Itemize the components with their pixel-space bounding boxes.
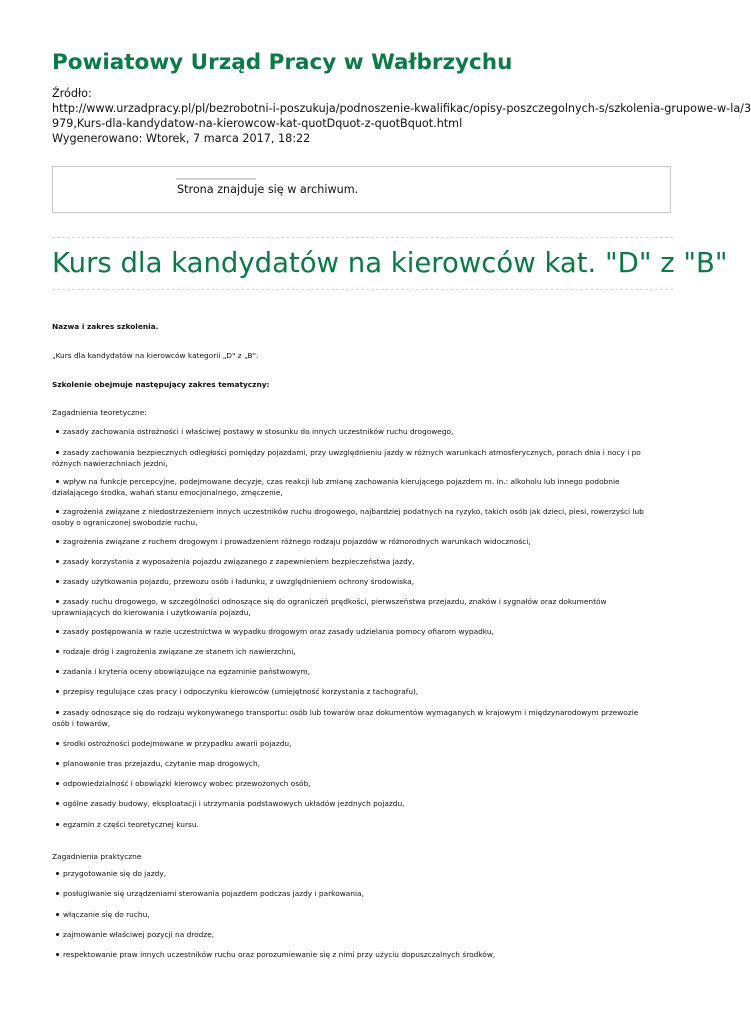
practice-item: respektowanie praw innych uczestników ruchu oraz porozumiewanie się z nimi przy użyciu dopuszczalnych środków, [52,949,652,960]
theory-item: planowanie tras przejazdu, czytanie map drogowych, [52,758,652,769]
theory-item: zasady ruchu drogowego, w szczególności odnoszące się do ograniczeń prędkości, pierwszeństwa przejazdu, znaków i sygnałów oraz dokumentów uprawniających do kierowania i użytkowania pojazdu, [52,597,607,617]
section-name-heading: Nazwa i zakres szkolenia. [52,322,159,331]
bullet-icon [56,711,59,714]
bullet-icon [56,630,59,633]
theory-item: środki ostrożności podejmowane w przypadku awarii pojazdu, [52,738,652,749]
theory-item: zasady postępowania w razie uczestnictwa w wypadku drogowym oraz zasady udzielania pomocy ofiarom wypadku, [52,626,652,637]
practice-item: zajmowanie właściwej pozycji na drodze, [52,929,652,940]
bullet-icon [56,782,59,785]
theory-item: zasady zachowania ostrożności i właściwej postawy w stosunku do innych uczestników ruchu drogowego, [52,426,652,437]
bullet-icon [56,510,59,513]
bullet-icon [56,670,59,673]
bullet-icon [56,430,59,433]
bullet-icon [56,742,59,745]
theory-item: rodzaje dróg i zagrożenia związane ze stanem ich nawierzchni, [52,646,652,657]
theory-item: zasady zachowania bezpiecznych odległości pomiędzy pojazdami, przy uwzględnieniu jazdy w różnych warunkach atmosferycznych, porach dnia i nocy i po różnych nawierzchniach jezdni, [52,448,641,468]
theory-item: odpowiedzialność i obowiązki kierowcy wobec przewożonych osób, [52,778,652,789]
bullet-icon [56,823,59,826]
practice-item: włączanie się do ruchu, [52,909,652,920]
theory-item: zadania i kryteria oceny obowiązujące na egzaminie państwowym, [52,666,652,677]
generated-date: Wygenerowano: Wtorek, 7 marca 2017, 18:22 [52,132,311,145]
bullet-icon [56,690,59,693]
source-label: Źródło: [52,87,92,100]
bullet-icon [56,892,59,895]
source-info [52,86,751,146]
scope-heading: Szkolenie obejmuje następujący zakres tematyczny: [52,380,270,389]
practice-item: posługiwanie się urządzeniami sterowania pojazdem podczas jazdy i parkowania, [52,888,652,899]
bullet-icon [56,600,59,603]
bullet-icon [56,933,59,936]
theory-item: zagrożenia związane z ruchem drogowym i prowadzeniem różnego rodzaju pojazdów w różnorodnych warunkach widoczności, [52,536,652,547]
theory-item: ogólne zasady budowy, eksploatacji i utrzymania podstawowych układów jezdnych pojazdu, [52,798,652,809]
source-url-line2: 979,Kurs-dla-kandydatow-na-kierowcow-kat-quotDquot-z-quotBquot.html [52,117,463,130]
theory-item: wpływ na funkcje percepcyjne, podejmowane decyzje, czas reakcji lub zmianę zachowania kierującego pojazdem m. in.: alkoholu lub innego podobnie działającego środka, wahań stanu emocjonalnego, zmęczenie, [52,477,620,497]
theory-item: egzamin z części teoretycznej kursu. [52,819,652,830]
theory-item: przepisy regulujące czas pracy i odpoczynku kierowców (umiejętność korzystania z tachografu), [52,686,652,697]
bullet-icon [56,540,59,543]
bullet-icon [56,762,59,765]
archive-notice-text: Strona znajduje się w archiwum. [177,183,359,196]
bullet-icon [56,802,59,805]
bullet-icon [56,872,59,875]
course-name: „Kurs dla kandydatów na kierowców kategorii „D" z „B". [52,351,259,360]
bullet-icon [56,560,59,563]
site-title: Powiatowy Urząd Pracy w Wałbrzychu [52,50,513,75]
practice-label: Zagadnienia praktyczne [52,852,142,861]
theory-item: zasady korzystania z wyposażenia pojazdu związanego z zapewnieniem bezpieczeństwa jazdy, [52,556,652,567]
theory-item: zagrożenia związane z niedostrzeżeniem innych uczestników ruchu drogowego, najbardziej podatnych na ryzyko, takich osób jak dzieci, piesi, rowerzyści lub osoby o ograniczonej swobodzie ruchu, [52,507,644,527]
bullet-icon [56,480,59,483]
theory-item: zasady użytkowania pojazdu, przewozu osób i ładunku, z uwzględnieniem ochrony środowiska, [52,576,652,587]
archive-notice-box [52,166,671,213]
practice-item: przygotowanie się do jazdy, [52,868,652,879]
bullet-icon [56,913,59,916]
bullet-icon [56,451,59,454]
theory-item: zasady odnoszące się do rodzaju wykonywanego transportu: osób lub towarów oraz dokumentów wymaganych w krajowym i międzynarodowym przewozie osób i towarów, [52,708,639,728]
article-title: Kurs dla kandydatów na kierowców kat. "D" z "B" [52,247,728,279]
theory-label: Zagadnienia teoretyczne: [52,408,147,417]
source-url-line1: http://www.urzadpracy.pl/pl/bezrobotni-i-poszukuja/podnoszenie-kwalifikac/opisy-poszczegolnych-s/szkolenia-grupowe-w-la/3 [52,102,751,115]
title-divider-top [52,237,673,238]
bullet-icon [56,650,59,653]
bullet-icon [56,580,59,583]
title-divider-bottom [52,289,673,290]
bullet-icon [56,953,59,956]
notice-divider [176,178,256,180]
